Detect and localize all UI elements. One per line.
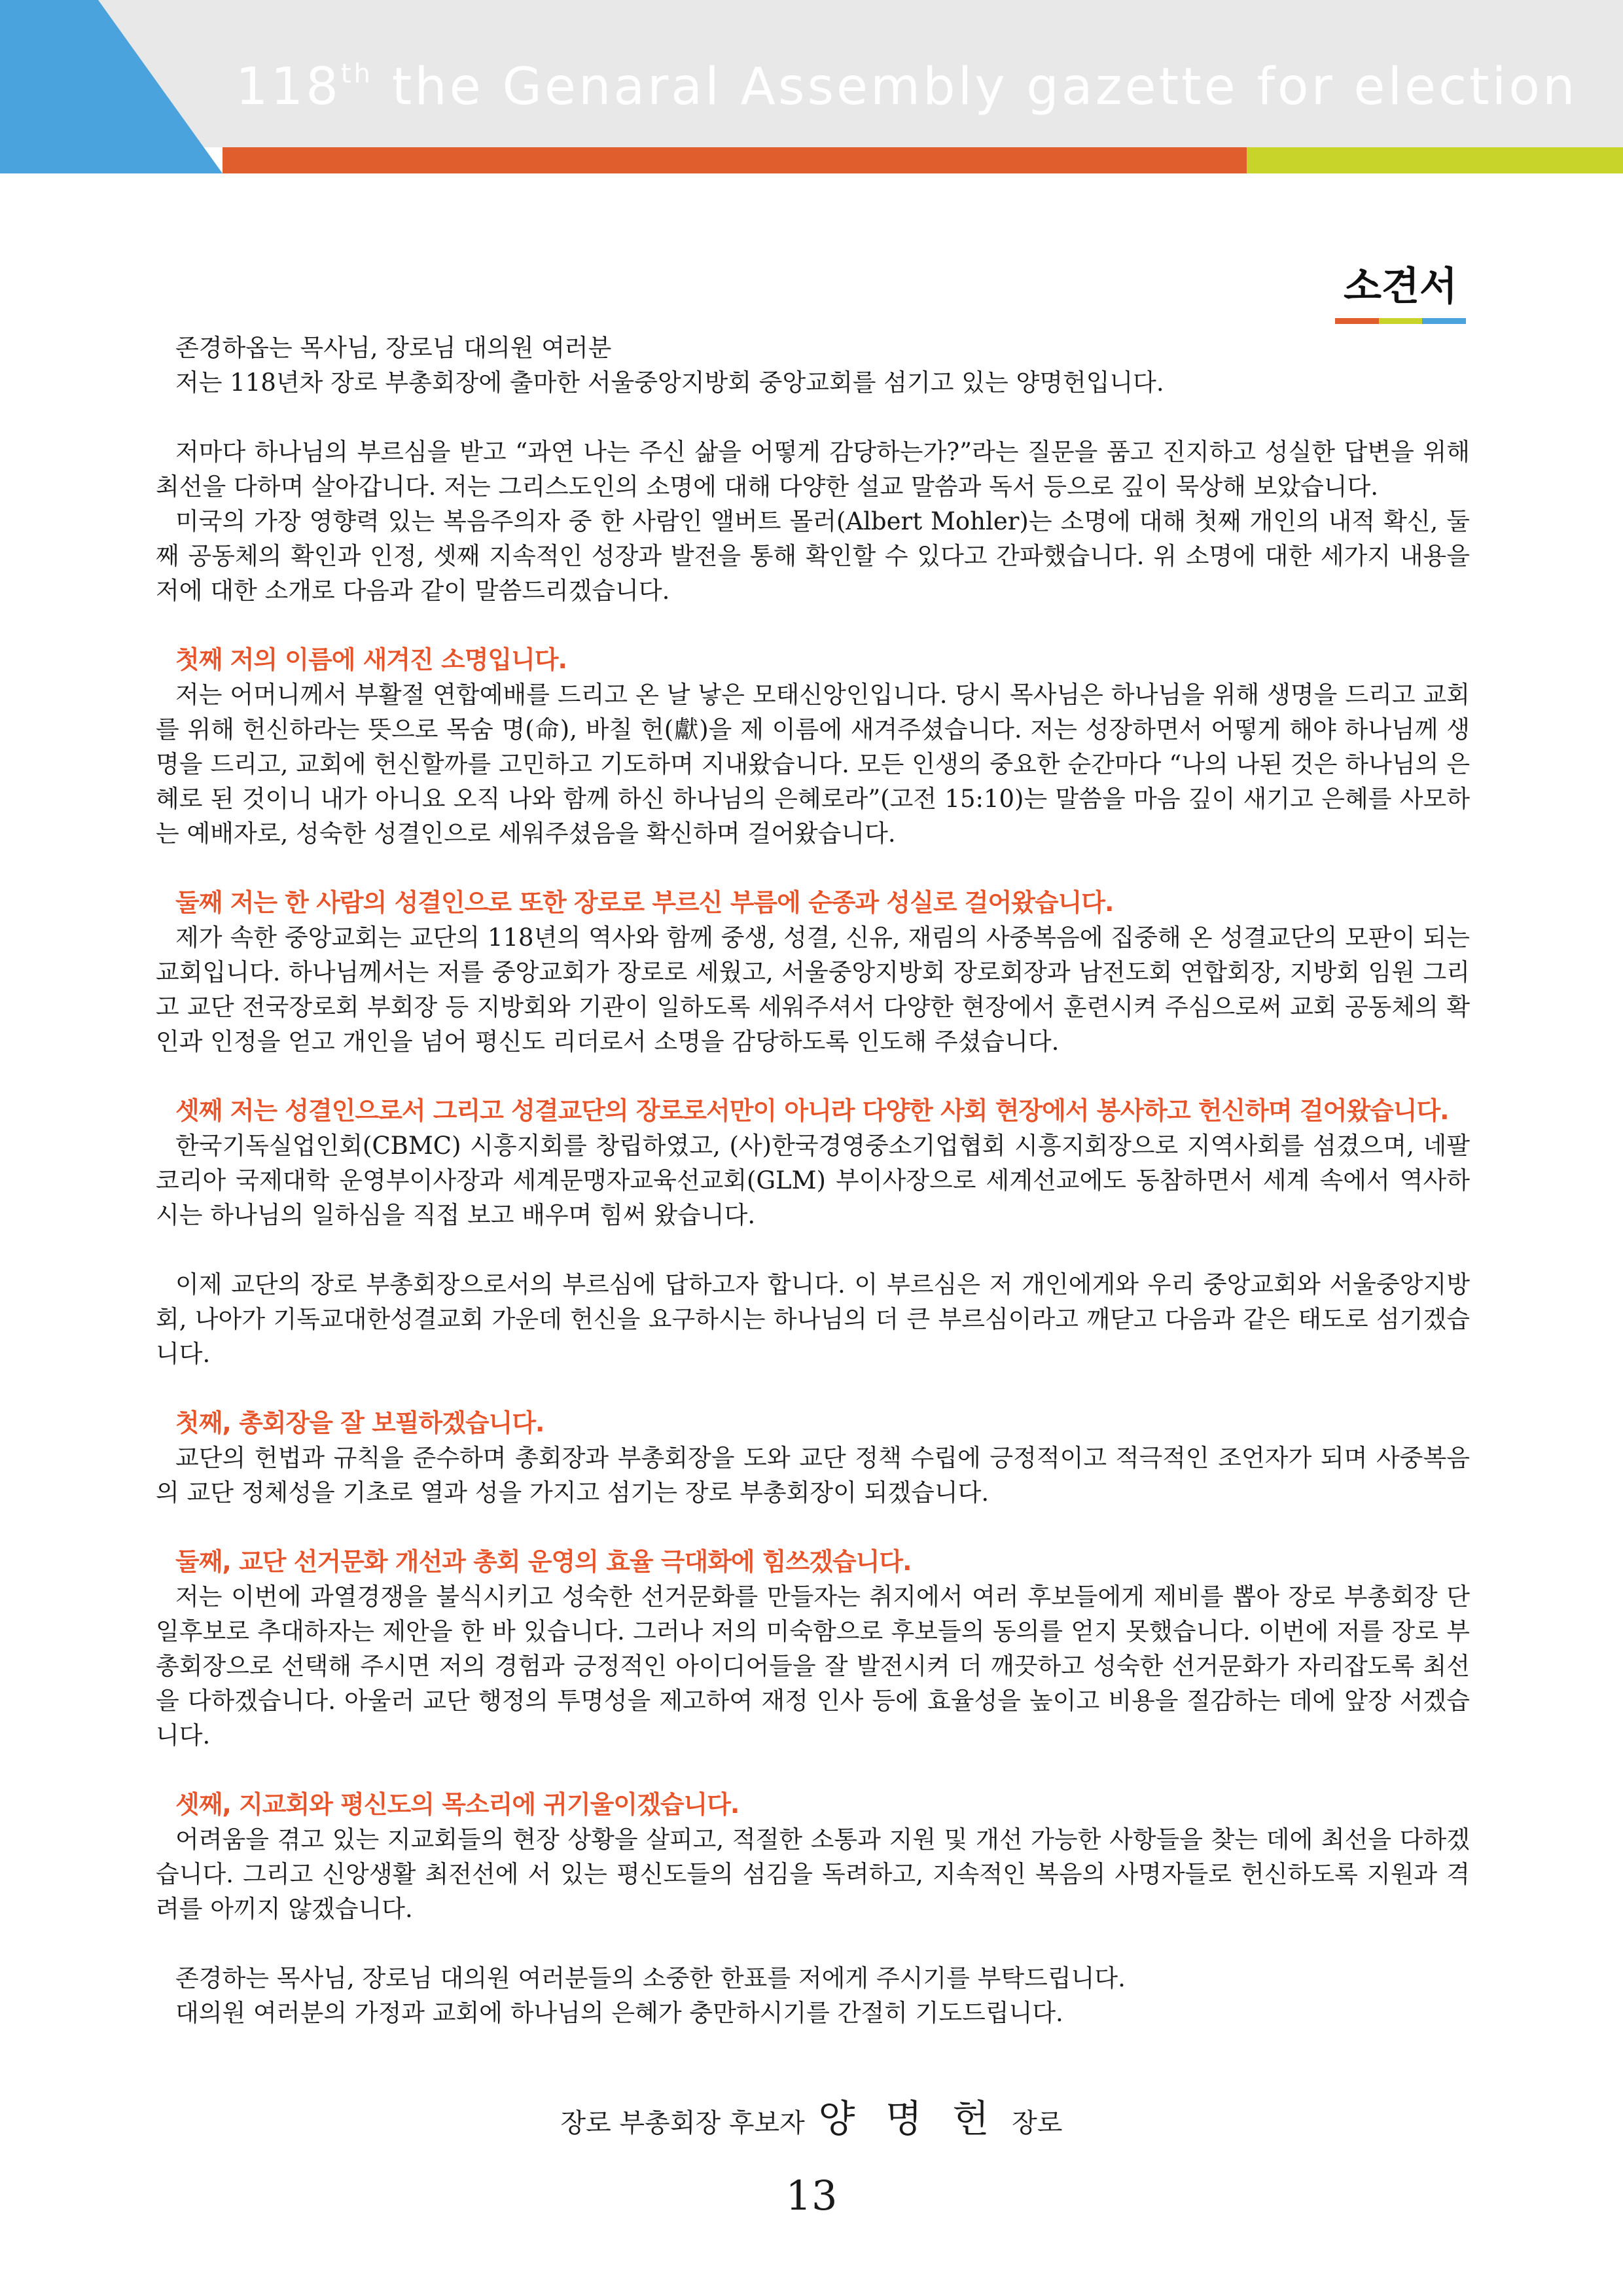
section-title-underline <box>1335 318 1466 324</box>
signature-prefix: 장로 부총회장 후보자 <box>560 2108 805 2138</box>
candidate-name: 양 명 헌 <box>818 2096 999 2141</box>
header-title-prefix: 118 <box>236 58 341 117</box>
calling-heading-1: 첫째 저의 이름에 새겨진 소명입니다. <box>175 645 567 674</box>
calling-paragraph-1: 저는 어머니께서 부활절 연합예배를 드리고 온 날 낳은 모태신앙인입니다. 당시 목사님은 하나님을 위해 생명을 드리고 교회를 위해 헌신하라는 뜻으로 목숨 명(命), 바칠 헌(獻)을 제 이름에 새겨주셨습니다. 저는 성장하면서 어떻게 해야 하나님께 생명을 드리고, 교회에 헌신할까를 고민하고 기도하며 지내왔습니다. 모든 인생의 중요한 순간마다 “나의 나된 것은 하나님의 은혜로 된 것이니 내가 아니요 오직 나와 함께 하신 하나님의 은혜로라”(고전 15:10)는 말씀을 마음 깊이 새기고 은혜를 사모하는 예배자로, 성숙한 성결인으로 세워주셨음을 확신하며 걸어왔습니다. <box>156 681 1470 848</box>
pledge-heading-1: 첫째, 총회장을 잘 보필하겠습니다. <box>175 1408 544 1437</box>
pledge-paragraph-2: 저는 이번에 과열경쟁을 불식시키고 성숙한 선거문화를 만들자는 취지에서 여러 후보들에게 제비를 뽑아 장로 부총회장 단일후보로 추대하자는 제안을 한 바 있습니다. 그러나 저의 미숙함으로 후보들의 동의를 얻지 못했습니다. 이번에 저를 장로 부총회장으로 선택해 주시면 저의 경험과 긍정적인 아이디어들을 잘 발전시켜 더 깨끗하고 성숙한 선거문화가 자리잡도록 최선을 다하겠습니다. 아울러 교단 행정의 투명성을 제고하여 재정 인사 등에 효율성을 높이고 비용을 절감하는 데에 앞장 서겠습니다. <box>156 1583 1470 1749</box>
pledge-heading-3: 셋째, 지교회와 평신도의 목소리에 귀기울이겠습니다. <box>175 1790 740 1819</box>
signature-line <box>0 2088 1623 2143</box>
page-number: 13 <box>785 2172 838 2219</box>
intro-paragraph-2: 미국의 가장 영향력 있는 복음주의자 중 한 사람인 앨버트 몰러(Albert Mohler)는 소명에 대해 첫째 개인의 내적 확신, 둘째 공동체의 확인과 인정, 셋째 지속적인 성장과 발전을 통해 확인할 수 있다고 간파했습니다. 위 소명에 대한 세가지 내용을 저에 대한 소개로 다음과 같이 말씀드리겠습니다. <box>156 507 1470 605</box>
calling-paragraph-2: 제가 속한 중앙교회는 교단의 118년의 역사와 함께 중생, 성결, 신유, 재림의 사중복음에 집중해 온 성결교단의 모판이 되는 교회입니다. 하나님께서는 저를 중앙교회가 장로로 세웠고, 서울중앙지방회 장로회장과 남전도회 연합회장, 지방회 임원 그리고 교단 전국장로회 부회장 등 지방회와 기관이 일하도록 세워주셔서 다양한 현장에서 훈련시켜 주심으로써 교회 공동체의 확인과 인정을 얻고 개인을 넘어 평신도 리더로서 소명을 감당하도록 인도해 주셨습니다. <box>156 924 1470 1056</box>
page-header <box>0 0 1623 190</box>
calling-heading-2: 둘째 저는 한 사람의 성결인으로 또한 장로로 부르신 부름에 순종과 성실로 걸어왔습니다. <box>175 888 1114 917</box>
calling-paragraph-3: 한국기독실업인회(CBMC) 시흥지회를 창립하였고, (사)한국경영중소기업협회 시흥지회장으로 지역사회를 섬겼으며, 네팔 코리아 국제대학 운영부이사장과 세계문맹자교육선교회(GLM) 부이사장으로 세계선교에도 동참하면서 세계 속에서 역사하시는 하나님의 일하심을 직접 보고 배우며 힘써 왔습니다. <box>156 1132 1470 1229</box>
underline-orange <box>1335 318 1379 324</box>
pledge-paragraph-3: 어려움을 겪고 있는 지교회들의 현장 상황을 살피고, 적절한 소통과 지원 및 개선 가능한 사항들을 찾는 데에 최선을 다하겠습니다. 그리고 신앙생활 최전선에 서 있는 평신도들의 섬김을 독려하고, 지속적인 복음의 사명자들로 헌신하도록 지원과 격려를 아끼지 않겠습니다. <box>156 1825 1470 1923</box>
header-title-rest: the Genaral Assembly gazette for election <box>372 58 1578 117</box>
calling-heading-3: 셋째 저는 성결인으로서 그리고 성결교단의 장로로서만이 아니라 다양한 사회 현장에서 봉사하고 헌신하며 걸어왔습니다. <box>175 1096 1449 1125</box>
header-orange-bar <box>223 147 1247 173</box>
pledge-heading-2: 둘째, 교단 선거문화 개선과 총회 운영의 효율 극대화에 힘쓰겠습니다. <box>175 1547 912 1576</box>
underline-blue <box>1422 318 1466 324</box>
section-heading <box>1335 260 1466 324</box>
statement-body <box>156 331 1470 2030</box>
transition-paragraph: 이제 교단의 장로 부총회장으로서의 부르심에 답하고자 합니다. 이 부르심은 저 개인에게와 우리 중앙교회와 서울중앙지방회, 나아가 기독교대한성결교회 가운데 헌신을 요구하시는 하나님의 더 큰 부르심이라고 깨닫고 다음과 같은 태도로 섬기겠습니다. <box>156 1270 1470 1368</box>
greeting-line-2: 저는 118년차 장로 부총회장에 출마한 서울중앙지방회 중앙교회를 섬기고 있는 양명헌입니다. <box>175 368 1164 397</box>
pledge-paragraph-1: 교단의 헌법과 규칙을 준수하며 총회장과 부총회장을 도와 교단 정책 수립에 긍정적이고 적극적인 조언자가 되며 사중복음의 교단 정체성을 기초로 열과 성을 가지고 섬기는 장로 부총회장이 되겠습니다. <box>156 1444 1470 1507</box>
header-lime-bar <box>1247 147 1623 173</box>
closing-line-2: 대의원 여러분의 가정과 교회에 하나님의 은혜가 충만하시기를 간절히 기도드립니다. <box>175 1999 1063 2027</box>
section-title: 소견서 <box>1344 264 1457 310</box>
intro-paragraph-1: 저마다 하나님의 부르심을 받고 “과연 나는 주신 삶을 어떻게 감당하는가?”라는 질문을 품고 진지하고 성실한 답변을 위해 최선을 다하며 살아갑니다. 저는 그리스도인의 소명에 대해 다양한 설교 말씀과 독서 등으로 깊이 묵상해 보았습니다. <box>156 438 1470 501</box>
underline-lime <box>1379 318 1423 324</box>
header-title-superscript: th <box>340 59 373 89</box>
signature-suffix: 장로 <box>1012 2108 1063 2138</box>
header-title <box>236 58 1577 117</box>
greeting-line-1: 존경하옵는 목사님, 장로님 대의원 여러분 <box>175 334 612 362</box>
closing-line-1: 존경하는 목사님, 장로님 대의원 여러분들의 소중한 한표를 저에게 주시기를 부탁드립니다. <box>175 1964 1126 1992</box>
